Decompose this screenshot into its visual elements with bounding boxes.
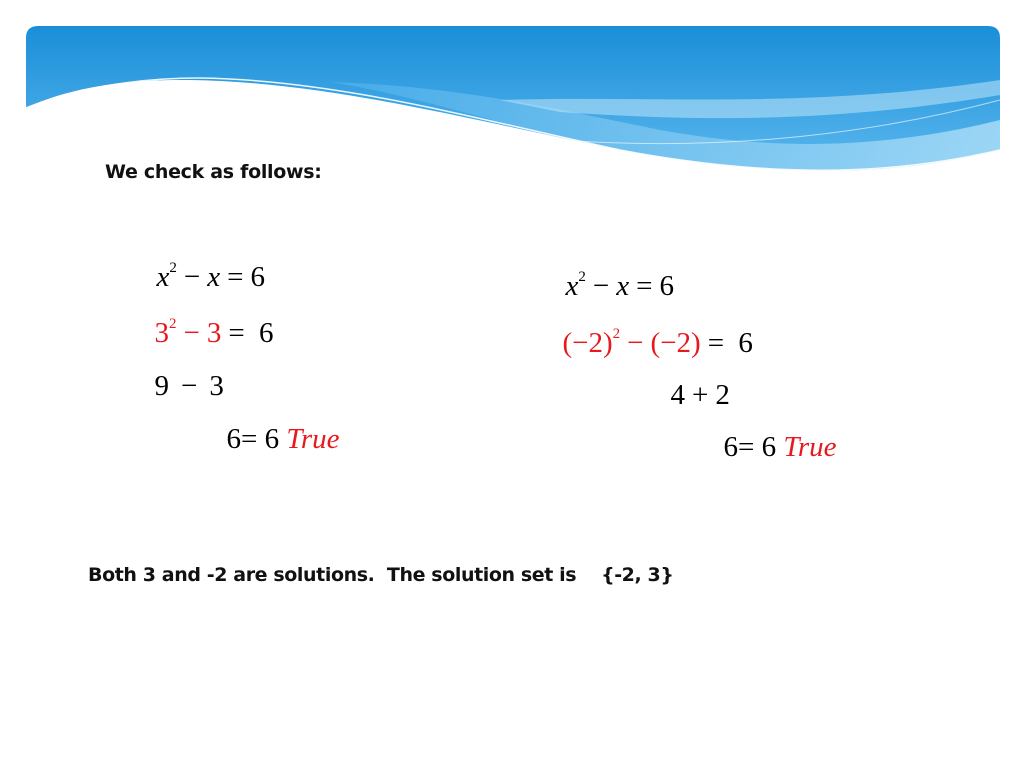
substituted-base: 3 — [154, 317, 169, 349]
operand-a: 4 — [670, 379, 685, 411]
rhs-value: 6 — [659, 270, 674, 302]
minus-sign: − — [592, 270, 610, 302]
rhs-value: 6 — [264, 423, 280, 455]
right-check-line-1 — [551, 243, 674, 301]
heading: We check as follows: — [105, 161, 322, 183]
equals-sign: = — [228, 317, 245, 349]
solution-set: {-2, 3} — [601, 564, 674, 586]
rhs-value: 6 — [258, 317, 274, 349]
equals-sign: = — [707, 327, 725, 359]
substituted-base: (−2) — [562, 327, 613, 359]
solution-summary — [88, 564, 673, 586]
minus-sign: − — [183, 261, 201, 293]
operator: − — [181, 370, 198, 402]
left-check-line-1 — [142, 234, 265, 292]
variable-x: x — [565, 270, 579, 302]
left-check-line-3 — [140, 343, 224, 401]
operand-a: 9 — [154, 370, 169, 402]
exponent: 2 — [169, 260, 177, 276]
operator: + — [692, 379, 709, 411]
variable-x: x — [207, 261, 221, 293]
right-check-line-4 — [709, 404, 837, 462]
exponent: 2 — [578, 269, 586, 285]
minus-sign: − — [627, 327, 644, 359]
lhs-value: 6 — [723, 431, 738, 463]
variable-x: x — [156, 261, 170, 293]
summary-statement: Both 3 and -2 are solutions. The solution set is — [88, 564, 577, 586]
exponent: 2 — [612, 326, 621, 342]
lhs-value: 6 — [226, 423, 241, 455]
left-check-line-4 — [212, 396, 340, 454]
operand-b: 3 — [209, 370, 224, 402]
operand-b: 2 — [715, 379, 730, 411]
left-check-line-2 — [140, 290, 273, 348]
equals-sign: = — [241, 423, 258, 455]
rhs-value: 6 — [250, 261, 265, 293]
verdict-true: True — [783, 431, 837, 463]
substituted-term: 3 — [206, 317, 222, 349]
equals-sign: = — [227, 261, 244, 293]
right-check-line-2 — [548, 300, 753, 358]
right-check-line-3 — [656, 352, 730, 410]
rhs-value: 6 — [761, 431, 777, 463]
equals-sign: = — [636, 270, 653, 302]
minus-sign: − — [183, 317, 200, 349]
verdict-true: True — [286, 423, 340, 455]
exponent: 2 — [169, 316, 177, 332]
equals-sign: = — [738, 431, 755, 463]
variable-x: x — [616, 270, 630, 302]
substituted-term: (−2) — [650, 327, 701, 359]
rhs-value: 6 — [738, 327, 753, 359]
